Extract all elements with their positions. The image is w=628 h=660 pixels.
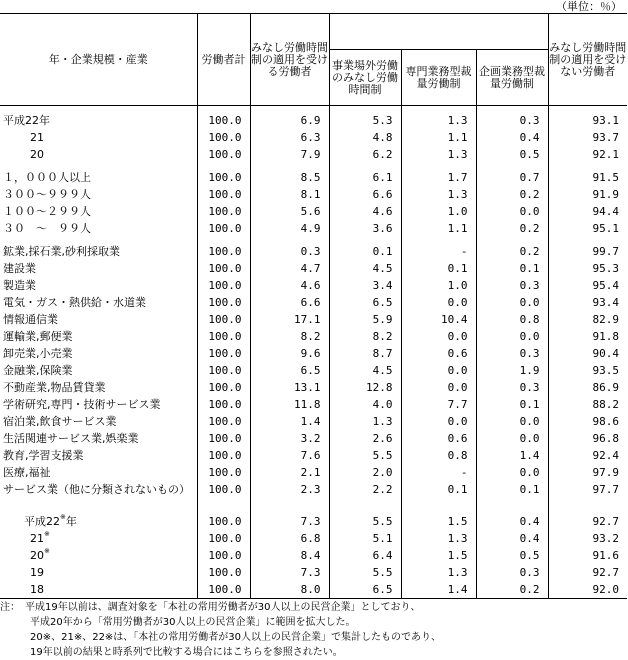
- value-cell: 100.0: [197, 277, 250, 294]
- row-label-text: 平成22: [24, 515, 60, 528]
- unit-label: （単位：％）: [556, 0, 622, 13]
- row-label: [0, 186, 197, 203]
- value-cell: 0.0: [476, 413, 548, 430]
- value-cell: 0.1: [476, 396, 548, 413]
- value-cell: 1.5: [401, 547, 476, 564]
- value-cell: 4.5: [329, 362, 401, 379]
- row-label-text: 平成22年: [3, 114, 50, 127]
- table-row: [0, 379, 627, 396]
- value-cell: 0.2: [476, 186, 548, 203]
- header-sub-blank: [329, 14, 548, 50]
- header-outside-work-deemed: 事業場外労働のみなし労働時間制: [329, 50, 401, 106]
- table-row: [0, 396, 627, 413]
- row-label-text: 20: [30, 148, 44, 161]
- table-row: [0, 243, 627, 260]
- table-row: [0, 547, 627, 564]
- value-cell: 0.3: [476, 112, 548, 129]
- value-cell: 6.5: [329, 581, 401, 599]
- value-cell: 7.7: [401, 396, 476, 413]
- value-cell: 5.1: [329, 530, 401, 547]
- row-label: [0, 243, 197, 260]
- value-cell: 95.3: [548, 260, 627, 277]
- row-label: [0, 328, 197, 345]
- row-label: [0, 430, 197, 447]
- value-cell: 100.0: [197, 328, 250, 345]
- value-cell: 0.0: [401, 413, 476, 430]
- value-cell: 97.9: [548, 464, 627, 481]
- table-row: [0, 112, 627, 129]
- value-cell: 92.0: [548, 581, 627, 599]
- value-cell: 100.0: [197, 413, 250, 430]
- value-cell: 100.0: [197, 203, 250, 220]
- row-label-text: 21: [30, 131, 44, 144]
- spacer-cell: [329, 498, 401, 513]
- header-professional-discretionary: 専門業務型裁量労働制: [401, 50, 476, 106]
- data-table: [0, 13, 627, 599]
- value-cell: 0.7: [476, 169, 548, 186]
- value-cell: 7.9: [250, 146, 329, 163]
- value-cell: 100.0: [197, 243, 250, 260]
- spacer-cell: [0, 498, 197, 513]
- value-cell: 5.5: [329, 564, 401, 581]
- table-body: [0, 106, 627, 599]
- row-label-text: 不動産業,物品賃貸業: [3, 381, 106, 394]
- value-cell: 99.7: [548, 243, 627, 260]
- value-cell: 3.2: [250, 430, 329, 447]
- footnote-line: 平成20年から「常用労働者が30人以上の民営企業」に範囲を拡大した。: [0, 617, 356, 628]
- row-label: [0, 345, 197, 362]
- value-cell: 0.2: [476, 220, 548, 237]
- table-row: [0, 430, 627, 447]
- value-cell: 5.3: [329, 112, 401, 129]
- row-label: [0, 146, 197, 163]
- value-cell: 0.0: [401, 362, 476, 379]
- value-cell: 6.8: [250, 530, 329, 547]
- value-cell: 91.5: [548, 169, 627, 186]
- row-label-text: 教育,学習支援業: [3, 449, 84, 462]
- value-cell: 100.0: [197, 379, 250, 396]
- row-label: [0, 129, 197, 146]
- value-cell: 8.2: [250, 328, 329, 345]
- header-planning-discretionary: 企画業務型裁量労働制: [476, 50, 548, 106]
- value-cell: 4.6: [329, 203, 401, 220]
- value-cell: 95.1: [548, 220, 627, 237]
- value-cell: 100.0: [197, 169, 250, 186]
- value-cell: 0.8: [476, 311, 548, 328]
- value-cell: 6.5: [329, 294, 401, 311]
- value-cell: 6.2: [329, 146, 401, 163]
- value-cell: 0.3: [476, 345, 548, 362]
- table-row: [0, 294, 627, 311]
- value-cell: 1.4: [401, 581, 476, 599]
- value-cell: 8.4: [250, 547, 329, 564]
- value-cell: 1.3: [401, 530, 476, 547]
- row-label-mark: ※: [44, 547, 50, 555]
- row-label: [0, 294, 197, 311]
- value-cell: 6.1: [329, 169, 401, 186]
- value-cell: 4.8: [329, 129, 401, 146]
- table-row: [0, 530, 627, 547]
- row-label: [0, 362, 197, 379]
- value-cell: 96.8: [548, 430, 627, 447]
- value-cell: 2.3: [250, 481, 329, 498]
- row-label: [0, 220, 197, 237]
- value-cell: 93.2: [548, 530, 627, 547]
- value-cell: 93.7: [548, 129, 627, 146]
- value-cell: 0.1: [401, 260, 476, 277]
- value-cell: 100.0: [197, 220, 250, 237]
- row-label-text: ３０ ～ ９９人: [3, 222, 91, 235]
- value-cell: 100.0: [197, 260, 250, 277]
- value-cell: 0.0: [476, 203, 548, 220]
- row-label-text: 18: [30, 583, 44, 596]
- row-label-text: 学術研究,専門・技術サービス業: [3, 398, 161, 411]
- value-cell: 10.4: [401, 311, 476, 328]
- value-cell: 1.3: [401, 186, 476, 203]
- value-cell: 100.0: [197, 311, 250, 328]
- spacer-cell: [476, 498, 548, 513]
- value-cell: 94.4: [548, 203, 627, 220]
- table-row: [0, 277, 627, 294]
- value-cell: 91.6: [548, 547, 627, 564]
- value-cell: 13.1: [250, 379, 329, 396]
- row-label: [0, 513, 197, 530]
- value-cell: 6.3: [250, 129, 329, 146]
- value-cell: 100.0: [197, 464, 250, 481]
- value-cell: 91.8: [548, 328, 627, 345]
- header-total-workers: 労働者計: [197, 14, 250, 106]
- value-cell: 0.4: [476, 530, 548, 547]
- value-cell: 100.0: [197, 430, 250, 447]
- row-label: [0, 169, 197, 186]
- value-cell: 5.6: [250, 203, 329, 220]
- value-cell: 5.5: [329, 513, 401, 530]
- value-cell: 8.7: [329, 345, 401, 362]
- value-cell: 0.6: [401, 430, 476, 447]
- row-label-text: 建設業: [3, 262, 36, 275]
- value-cell: 5.9: [329, 311, 401, 328]
- row-label-text: 鉱業,採石業,砂利採取業: [3, 245, 120, 258]
- row-label-text: 21: [30, 532, 44, 545]
- value-cell: 100.0: [197, 294, 250, 311]
- row-label-text: 製造業: [3, 279, 36, 292]
- value-cell: 0.2: [476, 581, 548, 599]
- value-cell: 6.6: [329, 186, 401, 203]
- table-row: [0, 481, 627, 498]
- value-cell: 100.0: [197, 547, 250, 564]
- value-cell: 100.0: [197, 129, 250, 146]
- value-cell: 1.4: [476, 447, 548, 464]
- value-cell: 93.1: [548, 112, 627, 129]
- table-row: [0, 203, 627, 220]
- row-label-text: 生活関連サービス業,娯楽業: [3, 432, 139, 445]
- value-cell: 100.0: [197, 146, 250, 163]
- value-cell: 1.1: [401, 129, 476, 146]
- value-cell: 6.6: [250, 294, 329, 311]
- spacer-cell: [250, 498, 329, 513]
- row-label: [0, 481, 197, 498]
- row-label-mark: ※: [60, 513, 66, 521]
- value-cell: 91.9: [548, 186, 627, 203]
- header-deemed-hours-not-applied: みなし労働時間制の適用を受けない労働者: [548, 14, 627, 106]
- value-cell: 8.2: [329, 328, 401, 345]
- row-label-text: 情報通信業: [3, 313, 58, 326]
- table-row: [0, 464, 627, 481]
- value-cell: 100.0: [197, 362, 250, 379]
- value-cell: 6.9: [250, 112, 329, 129]
- header-year-size-industry: 年・企業規模・産業: [0, 14, 197, 106]
- value-cell: 82.9: [548, 311, 627, 328]
- table-row: [0, 146, 627, 163]
- value-cell: 90.4: [548, 345, 627, 362]
- value-cell: 0.2: [476, 243, 548, 260]
- row-label-text: 卸売業,小売業: [3, 347, 73, 360]
- value-cell: 1.3: [401, 112, 476, 129]
- value-cell: 1.5: [401, 513, 476, 530]
- value-cell: 98.6: [548, 413, 627, 430]
- footnote-line: 20※、21※、22※は、「本社の常用労働者が30人以上の民営企業」で集計したものであり、: [0, 632, 442, 643]
- value-cell: 0.4: [476, 513, 548, 530]
- value-cell: 4.6: [250, 277, 329, 294]
- row-label-text: 電気・ガス・熱供給・水道業: [3, 296, 146, 309]
- value-cell: 92.4: [548, 447, 627, 464]
- value-cell: 2.6: [329, 430, 401, 447]
- value-cell: 92.1: [548, 146, 627, 163]
- value-cell: 0.5: [476, 146, 548, 163]
- value-cell: 6.4: [329, 547, 401, 564]
- value-cell: 17.1: [250, 311, 329, 328]
- group-spacer: [0, 498, 627, 513]
- value-cell: 2.1: [250, 464, 329, 481]
- value-cell: 1.0: [401, 277, 476, 294]
- value-cell: 100.0: [197, 564, 250, 581]
- table-row: [0, 564, 627, 581]
- value-cell: 1.0: [401, 203, 476, 220]
- value-cell: 0.0: [476, 464, 548, 481]
- table-row: [0, 345, 627, 362]
- value-cell: 0.5: [476, 547, 548, 564]
- footnote-line: 19年以前の結果と時系列で比較する場合にはこちらを参照されたい。: [0, 647, 343, 658]
- value-cell: 4.9: [250, 220, 329, 237]
- value-cell: -: [401, 243, 476, 260]
- value-cell: 100.0: [197, 345, 250, 362]
- value-cell: 1.9: [476, 362, 548, 379]
- value-cell: 1.3: [401, 564, 476, 581]
- value-cell: 1.3: [401, 146, 476, 163]
- row-label: [0, 203, 197, 220]
- spacer-cell: [548, 498, 627, 513]
- value-cell: 0.0: [401, 379, 476, 396]
- value-cell: 7.6: [250, 447, 329, 464]
- value-cell: 0.0: [476, 294, 548, 311]
- value-cell: 0.0: [476, 328, 548, 345]
- value-cell: 100.0: [197, 396, 250, 413]
- value-cell: 0.4: [476, 129, 548, 146]
- value-cell: 0.6: [401, 345, 476, 362]
- value-cell: 8.0: [250, 581, 329, 599]
- spacer-cell: [401, 498, 476, 513]
- table-row: [0, 362, 627, 379]
- value-cell: 11.8: [250, 396, 329, 413]
- row-label: [0, 547, 197, 564]
- row-label: [0, 464, 197, 481]
- value-cell: 100.0: [197, 581, 250, 599]
- value-cell: 0.3: [250, 243, 329, 260]
- row-label-text: 医療,福祉: [3, 466, 51, 479]
- row-label-text: 宿泊業,飲食サービス業: [3, 415, 117, 428]
- value-cell: 92.7: [548, 564, 627, 581]
- row-label-text: １，０００人以上: [3, 171, 91, 184]
- row-label: [0, 311, 197, 328]
- row-label: [0, 112, 197, 129]
- value-cell: 0.1: [329, 243, 401, 260]
- row-label-text: 金融業,保険業: [3, 364, 73, 377]
- value-cell: 2.0: [329, 464, 401, 481]
- value-cell: 95.4: [548, 277, 627, 294]
- value-cell: 93.4: [548, 294, 627, 311]
- value-cell: 0.0: [401, 294, 476, 311]
- value-cell: 8.5: [250, 169, 329, 186]
- value-cell: 9.6: [250, 345, 329, 362]
- value-cell: 0.0: [476, 430, 548, 447]
- value-cell: 5.5: [329, 447, 401, 464]
- row-label-text: 19: [30, 566, 44, 579]
- row-label-text: 20: [30, 549, 44, 562]
- value-cell: 100.0: [197, 481, 250, 498]
- row-label-mark: ※: [44, 530, 50, 538]
- row-label: [0, 447, 197, 464]
- row-label: [0, 379, 197, 396]
- row-label-text: 運輸業,郵便業: [3, 330, 73, 343]
- value-cell: 0.3: [476, 564, 548, 581]
- table-row: [0, 186, 627, 203]
- value-cell: 12.8: [329, 379, 401, 396]
- row-label: [0, 396, 197, 413]
- row-label: [0, 260, 197, 277]
- value-cell: 0.0: [401, 328, 476, 345]
- value-cell: 7.3: [250, 513, 329, 530]
- spacer-cell: [197, 498, 250, 513]
- value-cell: 97.7: [548, 481, 627, 498]
- value-cell: 0.8: [401, 447, 476, 464]
- footnotes: [0, 600, 628, 660]
- row-label: [0, 530, 197, 547]
- value-cell: 1.1: [401, 220, 476, 237]
- value-cell: 3.4: [329, 277, 401, 294]
- table-row: [0, 260, 627, 277]
- table-row: [0, 513, 627, 530]
- value-cell: 7.3: [250, 564, 329, 581]
- value-cell: 88.2: [548, 396, 627, 413]
- value-cell: 100.0: [197, 186, 250, 203]
- value-cell: 100.0: [197, 447, 250, 464]
- table-row: [0, 581, 627, 599]
- value-cell: 1.7: [401, 169, 476, 186]
- footnote-line: 注： 平成19年以前は、調査対象を「本社の常用労働者が30人以上の民営企業」としており、: [0, 602, 421, 613]
- value-cell: 93.5: [548, 362, 627, 379]
- value-cell: 0.1: [401, 481, 476, 498]
- value-cell: 4.7: [250, 260, 329, 277]
- row-label-text: サービス業（他に分類されないもの）: [3, 483, 190, 496]
- row-label-text: ３００～９９９人: [3, 188, 91, 201]
- value-cell: 100.0: [197, 112, 250, 129]
- row-label: [0, 564, 197, 581]
- row-label: [0, 277, 197, 294]
- value-cell: 4.5: [329, 260, 401, 277]
- row-label-suffix: 年: [65, 515, 77, 528]
- table-row: [0, 447, 627, 464]
- value-cell: 1.3: [329, 413, 401, 430]
- table-row: [0, 328, 627, 345]
- value-cell: 0.1: [476, 260, 548, 277]
- table-row: [0, 413, 627, 430]
- value-cell: 86.9: [548, 379, 627, 396]
- table-row: [0, 129, 627, 146]
- row-label: [0, 413, 197, 430]
- value-cell: 1.4: [250, 413, 329, 430]
- value-cell: 100.0: [197, 513, 250, 530]
- table-row: [0, 220, 627, 237]
- row-label-text: １００～２９９人: [3, 205, 91, 218]
- value-cell: -: [401, 464, 476, 481]
- value-cell: 92.7: [548, 513, 627, 530]
- value-cell: 8.1: [250, 186, 329, 203]
- value-cell: 4.0: [329, 396, 401, 413]
- value-cell: 6.5: [250, 362, 329, 379]
- value-cell: 100.0: [197, 530, 250, 547]
- value-cell: 2.2: [329, 481, 401, 498]
- value-cell: 3.6: [329, 220, 401, 237]
- value-cell: 0.3: [476, 277, 548, 294]
- header-deemed-hours-applied: みなし労働時間制の適用を受ける労働者: [250, 14, 329, 106]
- value-cell: 0.1: [476, 481, 548, 498]
- row-label: [0, 581, 197, 599]
- value-cell: 0.3: [476, 379, 548, 396]
- table-row: [0, 169, 627, 186]
- table-row: [0, 311, 627, 328]
